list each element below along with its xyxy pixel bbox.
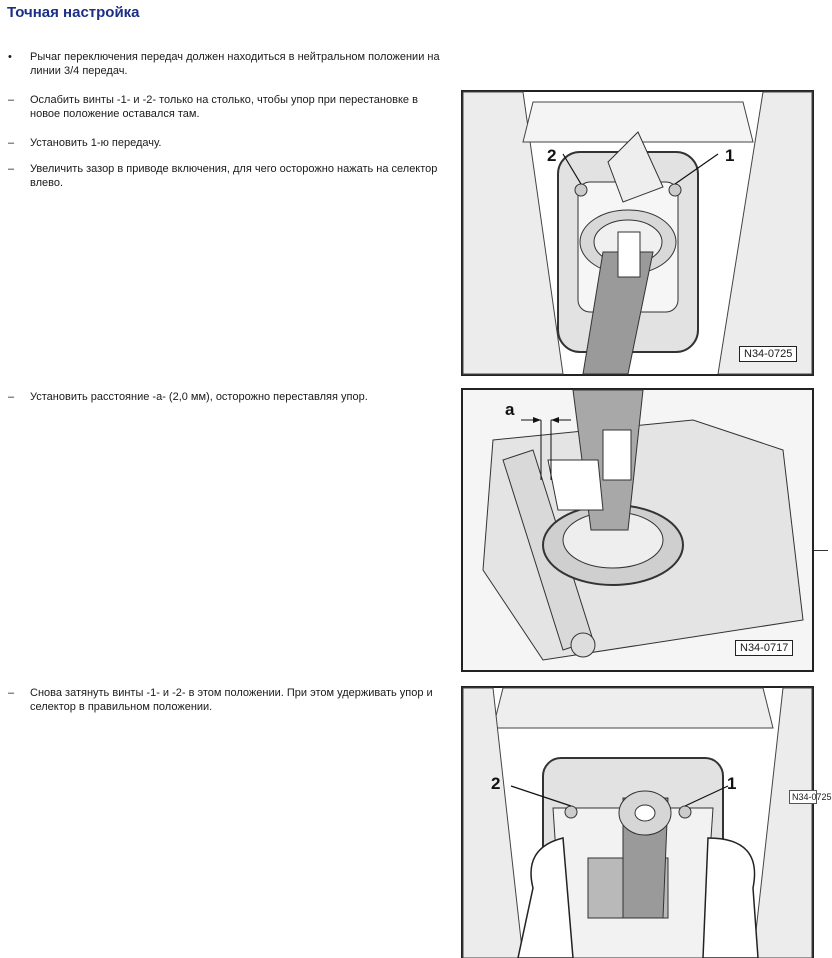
figure-label: N34-0717 [735,640,793,656]
dash-marker: – [8,163,15,175]
step-text: Снова затянуть винты -1- и -2- в этом положении. При этом удерживать упор и селектор в правильном положении. [30,687,433,713]
figure-shifter-screws [461,90,814,376]
figure-label-cropped: N34-0725 [789,790,817,804]
figure-illustration [463,390,812,670]
list-item [6,162,446,190]
list-item [6,136,446,150]
dash-marker: – [8,687,15,699]
callout-1: 1 [725,146,735,165]
figure-illustration [463,688,812,958]
step-text: Увеличить зазор в приводе включения, для чего осторожно нажать на селектор влево. [30,163,438,189]
step-text: Рычаг переключения передач должен находиться в нейтральном положении на линии 3/4 передач. [30,51,440,77]
list-item [6,50,446,78]
dash-marker: – [8,94,15,106]
list-item [6,390,446,404]
figure-shifter-gap [461,388,814,672]
dash-marker: – [8,391,15,403]
step-text: Установить расстояние -a- (2,0 мм), осторожно переставляя упор. [30,391,368,403]
bullet-marker: • [8,51,12,63]
callout-2: 2 [547,146,557,165]
list-item [6,93,446,121]
page-title: Точная настройка [7,4,140,21]
callout-1: 1 [727,774,737,793]
figure-label: N34-0725 [739,346,797,362]
figure-tighten-screws [461,686,814,958]
callout-2: 2 [491,774,501,793]
dash-marker: – [8,137,15,149]
figure-illustration [463,92,812,374]
callout-a: a [505,400,515,419]
step-text: Ослабить винты -1- и -2- только на столько, чтобы упор при перестановке в новое положение оставался там. [30,94,418,120]
list-item [6,686,446,714]
divider [814,550,828,551]
step-text: Установить 1-ю передачу. [30,137,162,149]
